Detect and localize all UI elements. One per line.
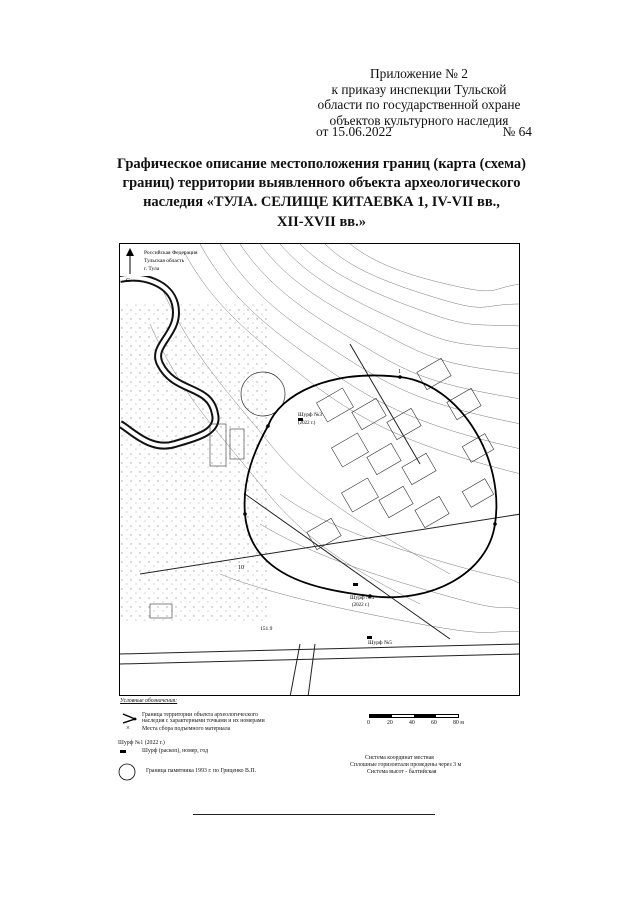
- title-line-3: наследия «ТУЛА. СЕЛИЩЕ КИТАЕВКА 1, IV-VII вв.,: [143, 194, 500, 211]
- title-line-2: границ) территории выявленного объекта археологического: [122, 175, 521, 192]
- order-number: № 64: [502, 124, 532, 139]
- object-boundary: [245, 375, 497, 597]
- title-line-4: XII-XVII вв.»: [277, 213, 366, 230]
- pit-5-marker[interactable]: [367, 636, 372, 639]
- legend-finds: Места сбора подъемного материала: [142, 726, 231, 732]
- footer-divider: [193, 814, 435, 815]
- legend-pit-header: Шурф №1 (2022 г.): [118, 740, 165, 746]
- monument-circle-icon: [117, 762, 137, 782]
- elevation-label: 151.9: [260, 626, 273, 632]
- pit-3-label: Шурф №3: [298, 412, 322, 418]
- region-label-oblast: Тульская область: [144, 258, 185, 264]
- boundary-point-1-label: 1: [398, 369, 401, 375]
- appendix-line-2: к приказу инспекции Тульской: [331, 81, 507, 97]
- svg-text:С: С: [126, 278, 131, 284]
- document-title: [60, 155, 583, 232]
- region-label-city: г. Тула: [144, 266, 160, 272]
- system-line-3: Система высот - балтийская: [367, 769, 437, 775]
- pit-4-marker[interactable]: [353, 583, 358, 586]
- title-line-1: Графическое описание местоположения границ (карта (схема): [117, 156, 526, 172]
- pit-symbol-icon: [120, 750, 126, 753]
- pit-5-label: Шурф №5: [368, 640, 392, 646]
- pit-4-year: (2022 г.): [352, 603, 370, 608]
- boundary-map[interactable]: [119, 243, 520, 696]
- scale-tick-60: 60: [431, 720, 437, 726]
- pit-3-year: (2022 г.): [298, 421, 316, 426]
- system-line-2: Сплошные горизонтали проведены через 3 м: [350, 762, 462, 768]
- scale-bar: [369, 714, 459, 718]
- system-line-1: Система координат местная: [365, 755, 434, 761]
- appendix-block: [296, 66, 542, 128]
- order-date: от 15.06.2022: [316, 124, 392, 139]
- pit-4-label: Шурф №4: [350, 595, 374, 601]
- map-legend: [113, 696, 533, 786]
- scale-tick-0: 0: [367, 720, 370, 726]
- appendix-line-3: области по государственной охране: [317, 97, 521, 112]
- scale-tick-20: 20: [387, 720, 393, 726]
- legend-pit-desc: Шурф (раскоп), номер, год: [142, 748, 209, 754]
- legend-boundary-line-2: наследия с характерными точками и их номерами: [142, 718, 265, 724]
- order-row: [316, 124, 532, 140]
- map-canvas: [120, 244, 520, 696]
- scale-tick-80: 80 м: [453, 720, 464, 726]
- finds-symbol-icon: ×: [126, 724, 130, 732]
- legend-title: Условные обозначения:: [120, 698, 178, 704]
- region-label-country: Российская Федерация: [144, 250, 198, 256]
- legend-boundary-line-1: Граница территории объекта археологического: [142, 712, 258, 718]
- boundary-point-10-label: 10: [238, 565, 244, 571]
- scale-tick-40: 40: [409, 720, 415, 726]
- appendix-line-1: Приложение № 2: [369, 66, 469, 81]
- appendix-line-4: объектов культурного наследия: [329, 112, 509, 128]
- boundary-symbol-icon: [121, 712, 139, 724]
- vegetation-area: [120, 304, 270, 624]
- legend-monument: Граница памятника 1993 г. по Гриценко В.П.: [146, 768, 256, 774]
